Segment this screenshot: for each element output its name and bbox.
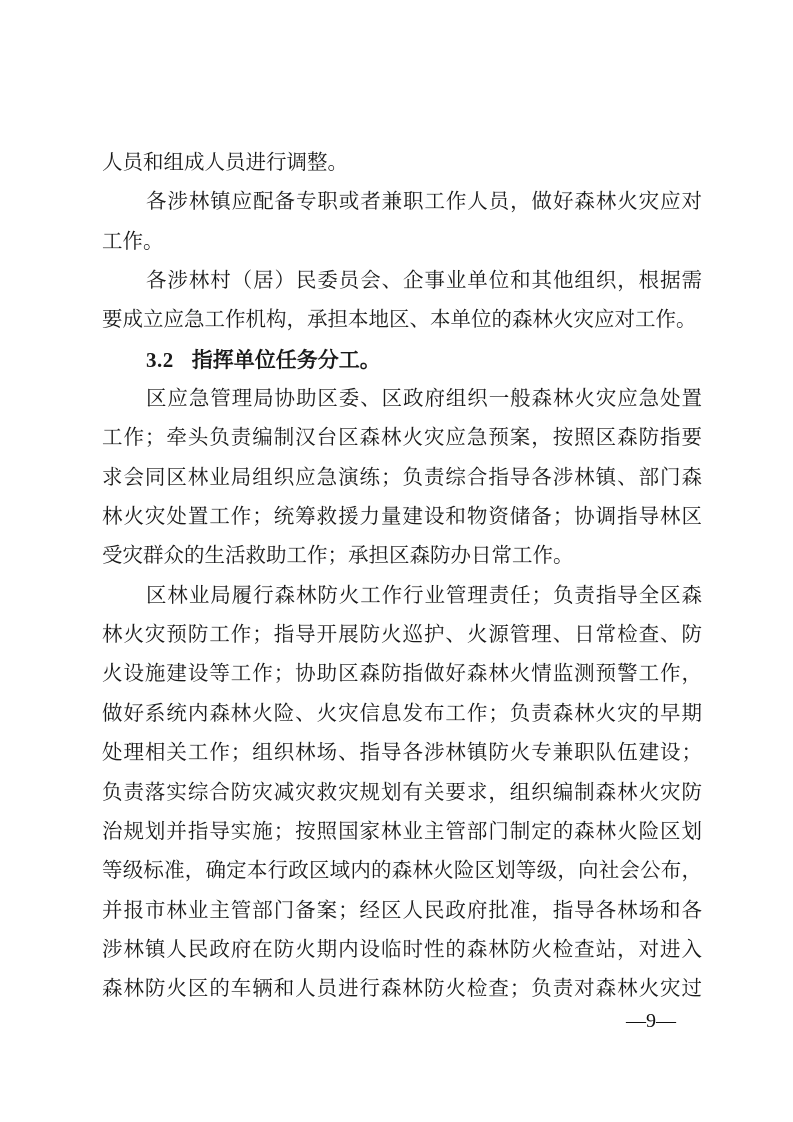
body-line: 并报市林业主管部门备案；经区人民政府批准，指导各林场和各 <box>102 899 702 922</box>
body-line: 林火灾预防工作；指导开展防火巡护、火源管理、日常检查、防 <box>102 624 702 647</box>
page-number: —9— <box>626 1010 676 1032</box>
section-heading <box>102 341 702 380</box>
body-line: 各涉林镇应配备专职或者兼职工作人员，做好森林火灾应对 <box>146 191 702 214</box>
body-line: 受灾群众的生活救助工作；承担区森防办日常工作。 <box>102 545 574 568</box>
body-line: 治规划并指导实施；按照国家林业主管部门制定的森林火险区划 <box>102 820 702 843</box>
body-line: 区应急管理局协助区委、区政府组织一般森林火灾应急处置 <box>146 388 702 411</box>
body-line: 区林业局履行森林防火工作行业管理责任；负责指导全区森 <box>146 584 702 607</box>
body-line: 要成立应急工作机构，承担本地区、本单位的森林火灾应对工作。 <box>102 309 697 332</box>
body-line: 等级标准，确定本行政区域内的森林火险区划等级，向社会公布， <box>102 860 702 883</box>
body-line: 森林防火区的车辆和人员进行森林防火检查；负责对森林火灾过 <box>102 978 702 1001</box>
body-line: 工作；牵头负责编制汉台区森林火灾应急预案，按照区森防指要 <box>102 427 702 450</box>
section-title: 指挥单位任务分工。 <box>191 347 381 372</box>
body-line: 做好系统内森林火险、火灾信息发布工作；负责森林火灾的早期 <box>102 702 702 725</box>
body-line: 火设施建设等工作；协助区森防指做好森林火情监测预警工作， <box>102 663 702 686</box>
section-number: 3.2 <box>146 347 174 372</box>
body-line: 各涉林村（居）民委员会、企事业单位和其他组织，根据需 <box>146 270 702 293</box>
body-line: 林火灾处置工作；统筹救援力量建设和物资储备；协调指导林区 <box>102 506 702 529</box>
body-line: 涉林镇人民政府在防火期内设临时性的森林防火检查站，对进入 <box>102 938 702 961</box>
body-line: 处理相关工作；组织林场、指导各涉林镇防火专兼职队伍建设； <box>102 742 702 765</box>
document-body <box>102 144 702 1010</box>
body-line: 求会同区林业局组织应急演练；负责综合指导各涉林镇、部门森 <box>102 466 702 489</box>
body-line: 人员和组成人员进行调整。 <box>102 152 348 174</box>
body-line: 工作。 <box>102 230 164 253</box>
body-line: 负责落实综合防灾减灾救灾规划有关要求，组织编制森林火灾防 <box>102 781 702 804</box>
